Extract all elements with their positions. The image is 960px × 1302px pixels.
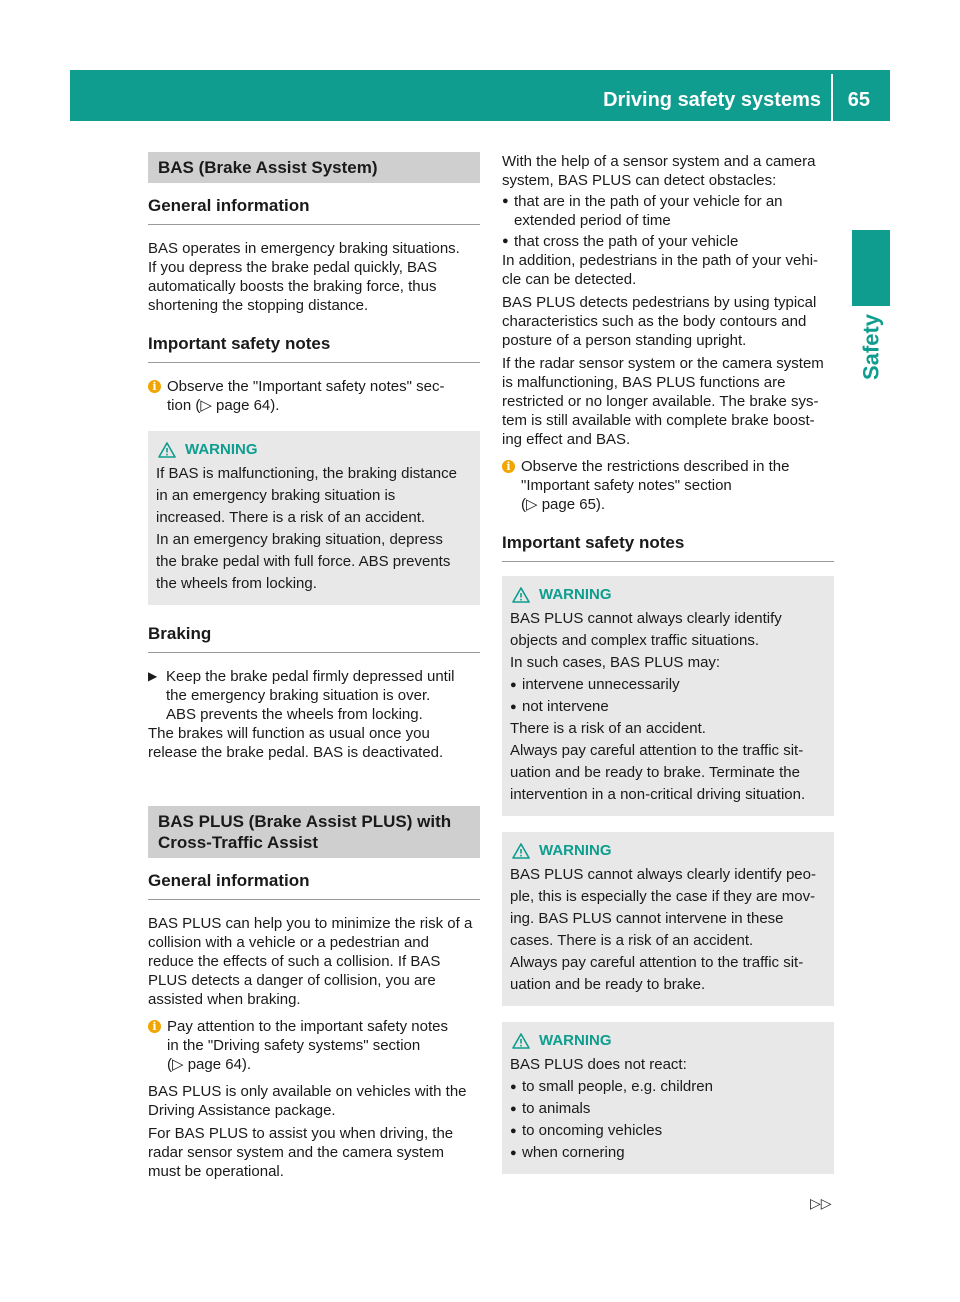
- text-line: that are in the path of your vehicle for an: [514, 193, 783, 210]
- text-line: the emergency braking situation is over.: [166, 687, 431, 704]
- section-title-bas: BAS (Brake Assist System): [148, 152, 480, 183]
- text-line: cle can be detected.: [502, 271, 637, 288]
- paragraph-bas-plus-intro: [148, 914, 480, 1009]
- section-title-line: Cross-Traffic Assist: [158, 833, 318, 852]
- text-line: uation and be ready to brake. Terminate the: [510, 764, 800, 781]
- text-line: is malfunctioning, BAS PLUS functions are: [502, 374, 786, 391]
- text-line: release the brake pedal. BAS is deactivated.: [148, 744, 444, 761]
- text-line: posture of a person standing upright.: [502, 332, 747, 349]
- text-line: ple, this is especially the case if they are mov-: [510, 888, 816, 905]
- text-line: Always pay careful attention to the traffic sit-: [510, 954, 804, 971]
- text-line: assisted when braking.: [148, 991, 301, 1008]
- text-line: BAS PLUS can help you to minimize the risk of a: [148, 915, 473, 932]
- text-line: Observe the restrictions described in the: [521, 458, 790, 475]
- right-column: [502, 152, 834, 1174]
- text-line: ing. BAS PLUS cannot intervene in these: [510, 910, 784, 927]
- subheading-general-info: General information: [148, 868, 480, 900]
- list-item-text: to small people, e.g. children: [522, 1078, 713, 1095]
- text-line: In addition, pedestrians in the path of your vehi-: [502, 252, 819, 269]
- warning-box: [148, 431, 480, 605]
- text-line: Pay attention to the important safety notes: [167, 1018, 449, 1035]
- header-separator: [831, 74, 833, 121]
- section-title-bas-plus: [148, 806, 480, 858]
- continue-arrows-icon: ▷▷: [810, 1195, 832, 1211]
- text-line: that cross the path of your vehicle: [514, 233, 739, 250]
- text-line: In an emergency braking situation, depress: [156, 531, 443, 548]
- list-item: [510, 1076, 826, 1098]
- text-line: BAS PLUS is only available on vehicles with the: [148, 1083, 467, 1100]
- text-line: ABS prevents the wheels from locking.: [166, 706, 423, 723]
- list-item-text: to oncoming vehicles: [522, 1122, 663, 1139]
- text-line: shortening the stopping distance.: [148, 297, 369, 314]
- text-line: uation and be ready to brake.: [510, 976, 706, 993]
- list-item-text: to animals: [522, 1100, 591, 1117]
- list-item: [510, 1098, 826, 1120]
- text-line: If you depress the brake pedal quickly, BAS: [148, 259, 438, 276]
- text-line: radar sensor system and the camera system: [148, 1144, 444, 1161]
- info-icon: i: [148, 1020, 161, 1033]
- warning-label: WARNING: [185, 441, 258, 458]
- warning-triangle-icon: [512, 587, 530, 603]
- list-item: [510, 674, 826, 696]
- bullet-icon: ●: [510, 1147, 517, 1159]
- text-line: the wheels from locking.: [156, 575, 317, 592]
- list-item: [502, 232, 834, 251]
- bullet-icon: ●: [510, 701, 517, 713]
- text-line: With the help of a sensor system and a camera: [502, 153, 816, 170]
- text-line: PLUS detects a danger of collision, you are: [148, 972, 436, 989]
- left-column: [148, 152, 480, 1181]
- text-line: characteristics such as the body contours and: [502, 313, 807, 330]
- list-item: [510, 1142, 826, 1164]
- text-line: must be operational.: [148, 1163, 284, 1180]
- text-line: the brake pedal with full force. ABS prevents: [156, 553, 451, 570]
- text-line: If the radar sensor system or the camera system: [502, 355, 824, 372]
- subheading-braking: Braking: [148, 621, 480, 653]
- bullet-icon: ●: [510, 1103, 517, 1115]
- bullet-icon: ●: [502, 195, 509, 207]
- warning-triangle-icon: [158, 442, 176, 458]
- page-number: 65: [847, 89, 870, 111]
- text-line: restricted or no longer available. The brake sys-: [502, 393, 819, 410]
- bullet-icon: ●: [510, 679, 517, 691]
- subheading-general-info: General information: [148, 193, 480, 225]
- text-line: BAS operates in emergency braking situations.: [148, 240, 460, 257]
- bullet-icon: ●: [502, 235, 509, 247]
- warning-box: [502, 1022, 834, 1174]
- side-tab-marker: [852, 230, 890, 306]
- warning-box: [502, 576, 834, 816]
- page-link[interactable]: (▷ page 65).: [521, 496, 606, 513]
- list-item-text: not intervene: [522, 698, 609, 715]
- text-line: extended period of time: [514, 212, 671, 229]
- action-step: [148, 667, 480, 724]
- text-line: "Important safety notes" section: [521, 477, 732, 494]
- paragraph-bas-operates: [148, 239, 480, 315]
- header-title: Driving safety systems: [603, 89, 821, 111]
- step-arrow-icon: ▶: [148, 669, 158, 683]
- text-line: BAS PLUS cannot always clearly identify: [510, 610, 782, 627]
- text-line: In such cases, BAS PLUS may:: [510, 654, 721, 671]
- text-line: objects and complex traffic situations.: [510, 632, 760, 649]
- info-note: [148, 1017, 480, 1074]
- warning-heading: [510, 1030, 826, 1052]
- text-line: For BAS PLUS to assist you when driving, the: [148, 1125, 454, 1142]
- page-link[interactable]: (▷ page 64).: [167, 1056, 252, 1073]
- info-icon: i: [148, 380, 161, 393]
- text-line: in an emergency braking situation is: [156, 487, 396, 504]
- text-line: The brakes will function as usual once you: [148, 725, 430, 742]
- info-note: [502, 457, 834, 514]
- warning-triangle-icon: [512, 843, 530, 859]
- text-line: Keep the brake pedal firmly depressed until: [166, 668, 455, 685]
- warning-heading: [156, 439, 472, 461]
- header-bar: [70, 70, 890, 121]
- warning-heading: [510, 840, 826, 862]
- text-line: cases. There is a risk of an accident.: [510, 932, 754, 949]
- warning-label: WARNING: [539, 586, 612, 603]
- subheading-important-safety-notes: Important safety notes: [502, 530, 834, 562]
- warning-heading: [510, 584, 826, 606]
- bullet-icon: ●: [510, 1125, 517, 1137]
- text-line: BAS PLUS detects pedestrians by using typical: [502, 294, 817, 311]
- warning-triangle-icon: [512, 1033, 530, 1049]
- info-icon: i: [502, 460, 515, 473]
- bullet-icon: ●: [510, 1081, 517, 1093]
- page-link[interactable]: tion (▷ page 64).: [167, 397, 280, 414]
- text-line: BAS PLUS does not react:: [510, 1056, 687, 1073]
- text-line: in the "Driving safety systems" section: [167, 1037, 421, 1054]
- text-line: ing effect and BAS.: [502, 431, 631, 448]
- text-line: automatically boosts the braking force, thus: [148, 278, 437, 295]
- text-line: Driving Assistance package.: [148, 1102, 336, 1119]
- info-note: [148, 377, 480, 415]
- text-line: reduce the effects of such a collision. If BAS: [148, 953, 441, 970]
- text-line: There is a risk of an accident.: [510, 720, 706, 737]
- subheading-important-safety-notes: Important safety notes: [148, 331, 480, 363]
- text-line: If BAS is malfunctioning, the braking distance: [156, 465, 457, 482]
- list-item: [502, 192, 834, 230]
- side-tab-label: Safety: [858, 313, 884, 381]
- list-item-text: intervene unnecessarily: [522, 676, 680, 693]
- text-line: intervention in a non-critical driving situation.: [510, 786, 806, 803]
- list-item-text: when cornering: [522, 1144, 625, 1161]
- text-line: increased. There is a risk of an accident.: [156, 509, 426, 526]
- text-line: collision with a vehicle or a pedestrian and: [148, 934, 429, 951]
- warning-label: WARNING: [539, 1032, 612, 1049]
- text-line: BAS PLUS cannot always clearly identify peo-: [510, 866, 816, 883]
- warning-label: WARNING: [539, 842, 612, 859]
- list-item: [510, 696, 826, 718]
- text-line: Observe the "Important safety notes" sec-: [167, 378, 445, 395]
- text-line: system, BAS PLUS can detect obstacles:: [502, 172, 777, 189]
- warning-box: [502, 832, 834, 1006]
- section-title-line: BAS PLUS (Brake Assist PLUS) with: [158, 812, 452, 831]
- list-item: [510, 1120, 826, 1142]
- text-line: tem is still available with complete brake boost-: [502, 412, 815, 429]
- text-line: Always pay careful attention to the traffic sit-: [510, 742, 804, 759]
